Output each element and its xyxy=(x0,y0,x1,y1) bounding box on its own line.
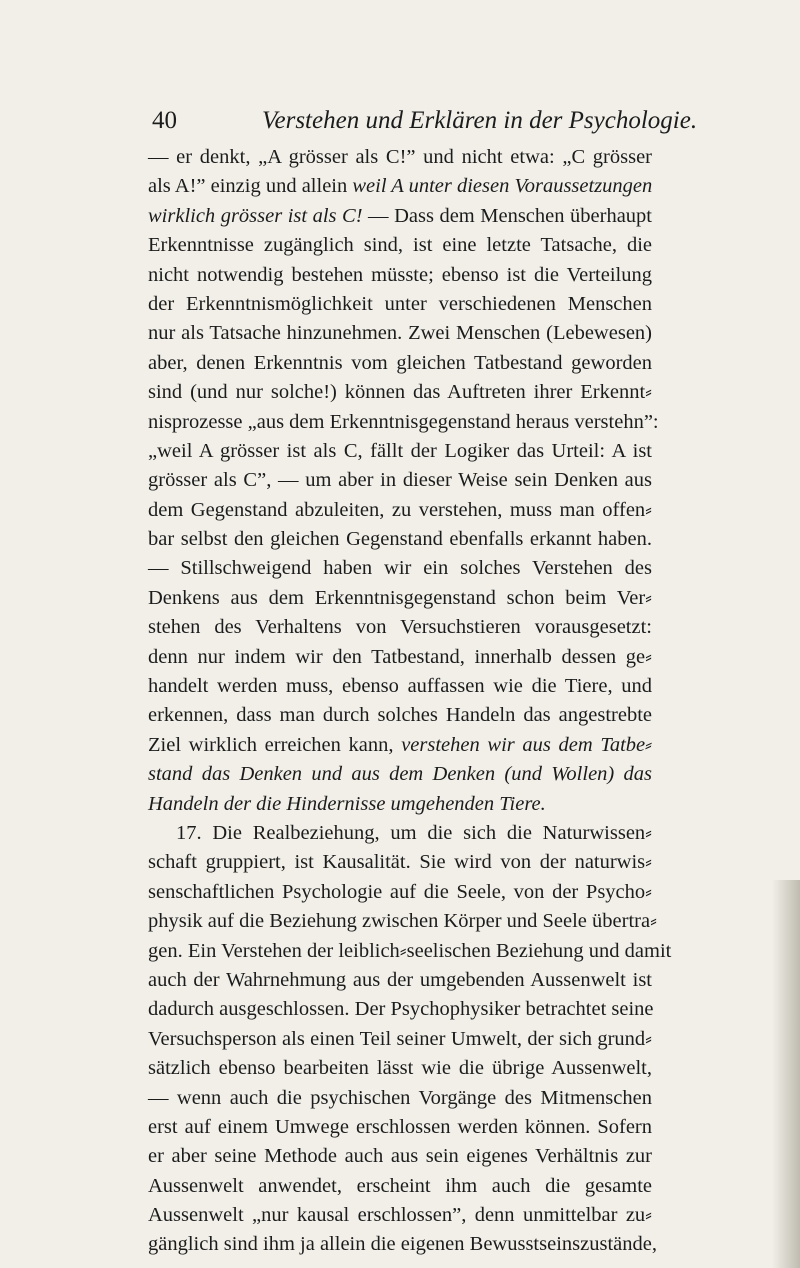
text-segment: als A!” einzig und allein xyxy=(148,175,353,198)
page-edge-shadow xyxy=(772,880,800,1268)
text-line xyxy=(148,496,652,525)
text-line xyxy=(148,1025,652,1054)
text-segment: nicht notwendig bestehen müsste; ebenso ist die Verteilung xyxy=(148,263,652,286)
text-line xyxy=(148,584,652,613)
text-segment: bar selbst den gleichen Gegenstand ebenfalls erkannt haben. xyxy=(148,528,652,551)
text-line xyxy=(148,672,652,701)
text-segment: stehen des Verhaltens von Versuchstieren vorausgesetzt: xyxy=(148,616,652,639)
text-segment: Versuchsperson als einen Teil seiner Umwelt, der sich grund⸗ xyxy=(148,1027,652,1050)
italic-text: verstehen wir aus dem Tatbe⸗ xyxy=(401,733,652,756)
text-segment: auch der Wahrnehmung aus der umgebenden Aussenwelt ist xyxy=(148,968,652,991)
text-segment: physik auf die Beziehung zwischen Körper und Seele übertra⸗ xyxy=(148,910,657,933)
text-line xyxy=(148,1054,652,1083)
text-line xyxy=(148,878,652,907)
text-segment: 17. Die Realbeziehung, um die sich die Naturwissen⸗ xyxy=(176,821,652,844)
text-segment: grösser als C”, — um aber in dieser Weise sein Denken aus xyxy=(148,469,652,492)
text-line xyxy=(148,437,652,466)
text-line xyxy=(148,172,652,201)
text-line xyxy=(148,525,652,554)
text-line xyxy=(148,1201,652,1230)
text-line xyxy=(148,848,652,877)
text-segment: sätzlich ebenso bearbeiten lässt wie die übrige Aussenwelt, xyxy=(148,1057,652,1080)
text-segment: Ziel wirklich erreichen kann, xyxy=(148,733,402,756)
page-header xyxy=(152,103,698,139)
text-segment: nisprozesse „aus dem Erkenntnisgegenstand heraus verstehn”: xyxy=(148,410,659,433)
text-segment: Aussenwelt anwendet, erscheint ihm auch die gesamte xyxy=(148,1174,652,1197)
text-line xyxy=(148,261,652,290)
text-line xyxy=(148,143,652,172)
italic-text: Handeln der die Hindernisse umgehenden Tiere. xyxy=(148,792,546,815)
italic-text: weil A unter diesen Voraussetzungen xyxy=(352,175,653,198)
text-line xyxy=(148,819,652,848)
text-line xyxy=(148,1142,652,1171)
text-line xyxy=(148,1113,652,1142)
text-line xyxy=(148,966,652,995)
italic-text: wirklich grösser ist als C! xyxy=(148,204,363,227)
text-segment: — Stillschweigend haben wir ein solches Verstehen des xyxy=(148,557,652,580)
text-segment: — wenn auch die psychischen Vorgänge des Mitmenschen xyxy=(148,1086,652,1109)
text-line xyxy=(148,995,652,1024)
text-line xyxy=(148,231,652,260)
text-segment: Aussenwelt „nur kausal erschlossen”, denn unmittelbar zu⸗ xyxy=(148,1204,652,1227)
text-segment: dadurch ausgeschlossen. Der Psychophysiker betrachtet seine xyxy=(148,998,654,1021)
text-segment: aber, denen Erkenntnis vom gleichen Tatbestand geworden xyxy=(148,351,652,374)
text-line xyxy=(148,378,652,407)
text-line xyxy=(148,790,652,819)
text-segment: — Dass dem Menschen überhaupt xyxy=(362,204,652,227)
text-line xyxy=(148,907,657,936)
text-line xyxy=(148,613,652,642)
text-line xyxy=(148,554,652,583)
text-segment: erkennen, dass man durch solches Handeln das angestrebte xyxy=(148,704,652,727)
text-line xyxy=(148,701,652,730)
text-line xyxy=(148,319,652,348)
text-segment: „weil A grösser ist als C, fällt der Logiker das Urteil: A ist xyxy=(148,439,652,462)
text-segment: denn nur indem wir den Tatbestand, innerhalb dessen ge⸗ xyxy=(148,645,652,668)
text-line xyxy=(148,466,652,495)
italic-text: stand das Denken und aus dem Denken (und Wollen) das xyxy=(148,763,652,786)
text-line xyxy=(148,349,652,378)
text-line xyxy=(148,408,659,437)
text-line xyxy=(148,1172,652,1201)
text-segment: Erkenntnisse zugänglich sind, ist eine letzte Tatsache, die xyxy=(148,234,652,257)
text-line xyxy=(148,290,652,319)
text-line xyxy=(148,202,652,231)
running-title: Verstehen und Erklären in der Psychologie. xyxy=(262,107,698,134)
text-segment: der Erkenntnismöglichkeit unter verschiedenen Menschen xyxy=(148,292,652,315)
text-segment: Denkens aus dem Erkenntnisgegenstand schon beim Ver⸗ xyxy=(148,586,652,609)
text-line xyxy=(148,1084,652,1113)
body-text xyxy=(148,143,672,1260)
text-segment: — er denkt, „A grösser als C!” und nicht etwa: „C grösser xyxy=(148,146,652,168)
text-segment: erst auf einem Umwege erschlossen werden können. Sofern xyxy=(148,1115,652,1138)
text-line xyxy=(148,731,652,760)
text-segment: handelt werden muss, ebenso auffassen wie die Tiere, und xyxy=(148,675,652,698)
text-segment: gänglich sind ihm ja allein die eigenen Bewusstseinszustände, xyxy=(148,1233,657,1256)
text-segment: gen. Ein Verstehen der leiblich⸗seelischen Beziehung und damit xyxy=(148,939,672,962)
text-segment: senschaftlichen Psychologie auf die Seele, von der Psycho⸗ xyxy=(148,880,652,903)
text-segment: schaft gruppiert, ist Kausalität. Sie wird von der naturwis⸗ xyxy=(148,851,652,874)
text-line xyxy=(148,1230,657,1259)
text-segment: nur als Tatsache hinzunehmen. Zwei Menschen (Lebewesen) xyxy=(148,322,652,345)
text-segment: dem Gegenstand abzuleiten, zu verstehen, muss man offen⸗ xyxy=(148,498,652,521)
text-line xyxy=(148,643,652,672)
text-line xyxy=(148,937,672,966)
text-segment: sind (und nur solche!) können das Auftreten ihrer Erkennt⸗ xyxy=(148,381,652,404)
text-segment: er aber seine Methode auch aus sein eigenes Verhältnis zur xyxy=(148,1145,652,1168)
text-line xyxy=(148,760,652,789)
page-number: 40 xyxy=(152,107,177,134)
